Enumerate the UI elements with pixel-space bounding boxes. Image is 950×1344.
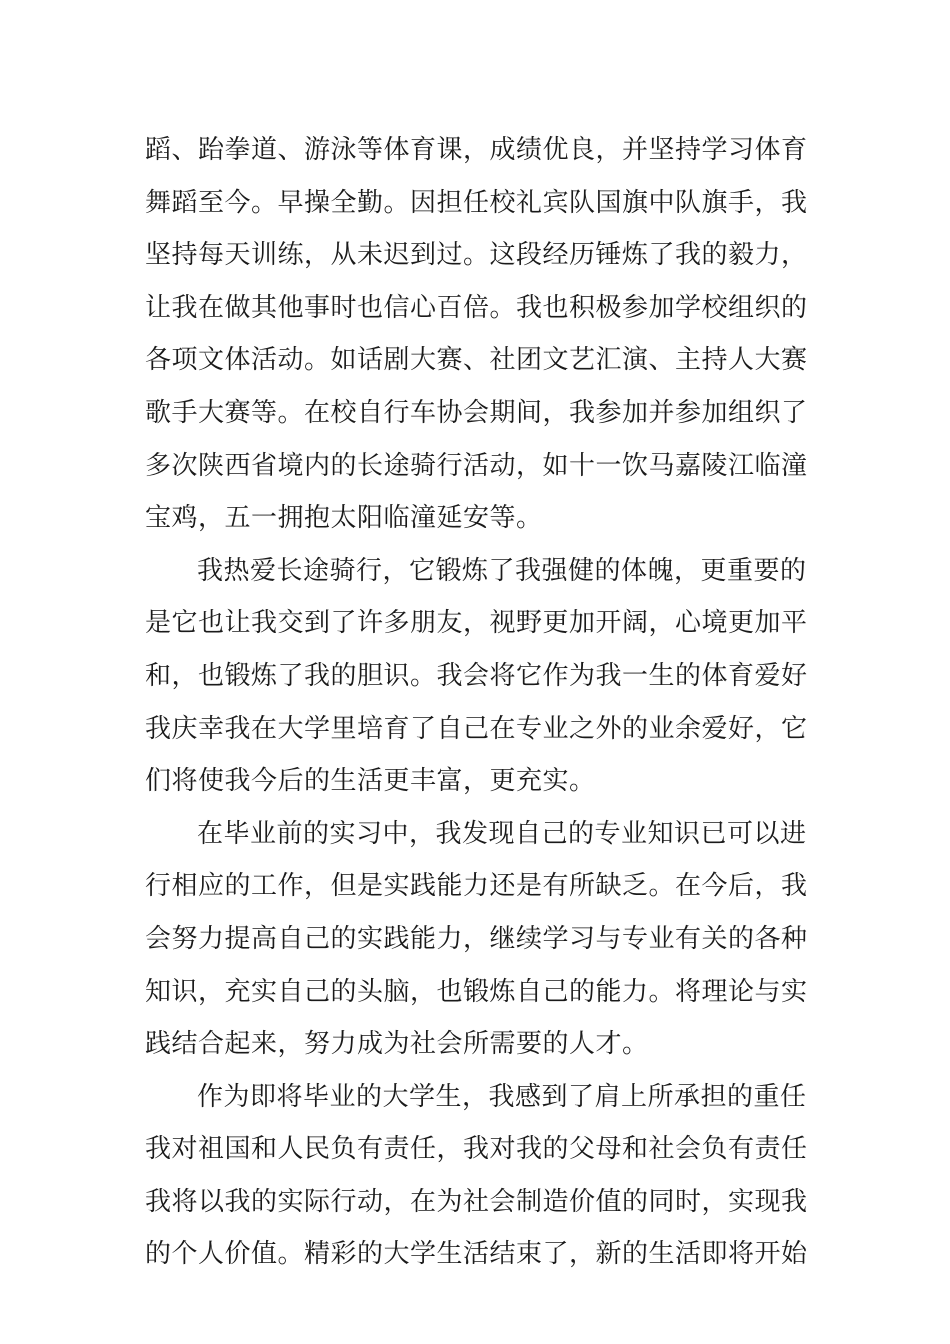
text-line: 行相应的工作，但是实践能力还是有所缺乏。在今后，我: [145, 871, 808, 902]
text-line: 歌手大赛等。在校自行车协会期间，我参加并参加组织了: [145, 397, 808, 428]
text-line: 蹈、跆拳道、游泳等体育课，成绩优良，并坚持学习体育: [145, 135, 808, 165]
text-line: 坚持每天训练，从未迟到过。这段经历锤炼了我的毅力，: [145, 240, 808, 271]
text-line: 和，也锻炼了我的胆识。我会将它作为我一生的体育爱好: [145, 660, 808, 691]
text-line: 是它也让我交到了许多朋友，视野更加开阔，心境更加平: [145, 608, 808, 639]
text-line: 作为即将毕业的大学生，我感到了肩上所承担的重任: [197, 1081, 807, 1112]
document-body: [145, 124, 810, 1281]
text-line: 我热爱长途骑行，它锻炼了我强健的体魄，更重要的: [197, 555, 807, 586]
text-line: 知识，充实自己的头脑，也锻炼自己的能力。将理论与实: [145, 976, 808, 1007]
text-line: 我对祖国和人民负有责任，我对我的父母和社会负有责任: [145, 1134, 808, 1165]
text-line: 我将以我的实际行动，在为社会制造价值的同时，实现我: [145, 1186, 808, 1217]
text-line: 我庆幸我在大学里培育了自己在专业之外的业余爱好，它: [145, 713, 808, 744]
text-line: 的个人价值。精彩的大学生活结束了，新的生活即将开始: [145, 1239, 808, 1270]
text-line: 们将使我今后的生活更丰富，更充实。: [145, 766, 596, 797]
text-line: 会努力提高自己的实践能力，继续学习与专业有关的各种: [145, 923, 808, 954]
text-line: 各项文体活动。如话剧大赛、社团文艺汇演、主持人大赛: [145, 345, 808, 376]
text-line: 在毕业前的实习中，我发现自己的专业知识已可以进: [197, 818, 807, 849]
text-line: 践结合起来，努力成为社会所需要的人才。: [145, 1029, 649, 1060]
text-line: 多次陕西省境内的长途骑行活动，如十一饮马嘉陵江临潼: [145, 450, 808, 481]
text-line: 让我在做其他事时也信心百倍。我也积极参加学校组织的: [145, 292, 808, 323]
text-line: 舞蹈至今。早操全勤。因担任校礼宾队国旗中队旗手，我: [145, 187, 808, 218]
text-line: 宝鸡，五一拥抱太阳临潼延安等。: [145, 503, 543, 534]
